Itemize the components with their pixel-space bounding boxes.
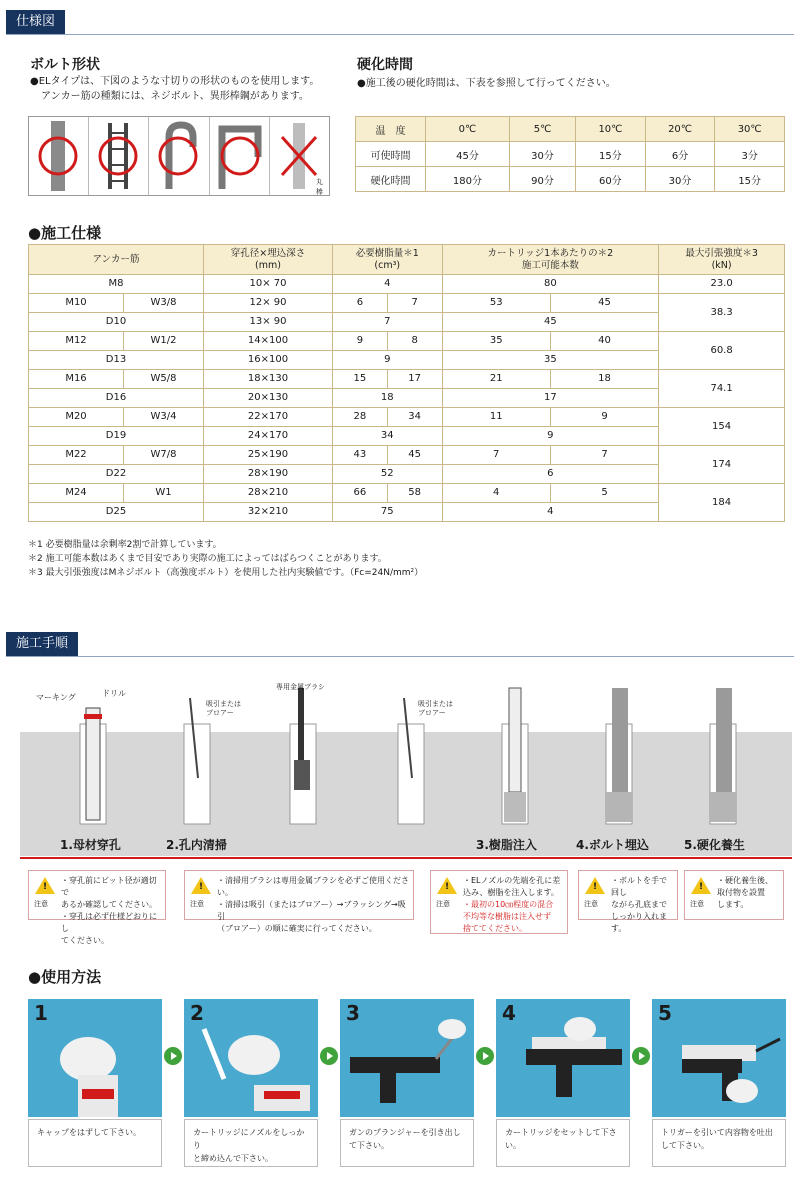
blower-label: [206, 700, 241, 718]
step-2-title: 2.孔内清掃: [166, 838, 227, 852]
strength-cell: 74.1: [659, 370, 785, 408]
section-tag-procedure: 施工手順: [6, 632, 78, 656]
drill-cell: 16×100: [204, 351, 333, 370]
cartridge-cell: 45: [442, 313, 659, 332]
step-4-title: 4.ボルト埋込: [576, 838, 649, 852]
anchor-cell: D10: [29, 313, 204, 332]
usage-title: ●使用方法: [28, 968, 102, 986]
header-cell: 温 度: [356, 117, 426, 142]
drill-cell: 22×170: [204, 408, 333, 427]
resin-cell: 4: [333, 275, 443, 294]
anchor-cell: D22: [29, 465, 204, 484]
caution-label: 注意: [584, 900, 598, 908]
resin-cell: 6: [333, 294, 388, 313]
header-cell: 30℃: [715, 117, 785, 142]
section-divider: [6, 656, 794, 657]
resin-cell: 34: [387, 408, 442, 427]
resin-cell: 9: [333, 332, 388, 351]
step-number: 3: [346, 1001, 360, 1025]
next-arrow-icon: [632, 1047, 650, 1065]
next-arrow-icon: [164, 1047, 182, 1065]
anchor-cell: W7/8: [124, 446, 204, 465]
anchor-cell: W3/8: [124, 294, 204, 313]
table-row: [29, 332, 785, 351]
cartridge-cell: 7: [442, 446, 550, 465]
anchor-cell: M22: [29, 446, 124, 465]
drill-cell: 32×210: [204, 503, 333, 522]
header-unit: (mm): [255, 259, 281, 271]
caution-text: [717, 875, 779, 911]
drill-cell: 25×190: [204, 446, 333, 465]
brush-label: 専用金属ブラシ: [276, 683, 325, 691]
anchor-cell: W3/4: [124, 408, 204, 427]
drill-cell: 28×190: [204, 465, 333, 484]
strength-cell: 23.0: [659, 275, 785, 294]
resin-cell: 52: [333, 465, 443, 484]
caption-line: キャップをはずして下さい。: [37, 1128, 141, 1137]
caption-line: して下さい。: [661, 1141, 709, 1150]
table-row: [29, 294, 785, 313]
usage-caption-2: [184, 1119, 318, 1167]
caution-box-2: [184, 870, 414, 933]
bolt-note-1: ●ELタイプは、下図のような寸切りの形状のものを使用します。: [30, 76, 320, 87]
header-line: 穿孔径×埋込深さ: [230, 247, 306, 259]
caption-line: ガンのプランジャーを引き出し: [349, 1128, 461, 1137]
header-cell: 10℃: [576, 117, 646, 142]
table-row: [29, 408, 785, 427]
cartridge-cell: 9: [550, 408, 658, 427]
anchor-cell: D19: [29, 427, 204, 446]
footnote: ＊1 必要樹脂量は余剰率2割で計算しています。: [28, 540, 222, 550]
shape-hook-bar: [149, 117, 209, 195]
caution-line: （ブロアー）の順に確実に行ってください。: [217, 924, 377, 933]
resin-cell: 34: [333, 427, 443, 446]
usage-caption-3: [340, 1119, 474, 1167]
anchor-cell: W1/2: [124, 332, 204, 351]
usage-caption-5: [652, 1119, 786, 1167]
caution-line: てください。: [61, 936, 109, 945]
resin-cell: 18: [333, 389, 443, 408]
table-cell: 45分: [426, 142, 510, 167]
step-1-title: 1.母材穿孔: [60, 838, 121, 852]
resin-cell: 58: [387, 484, 442, 503]
marking-label: マーキング: [36, 693, 76, 702]
caption-line: て下さい。: [349, 1141, 389, 1150]
cartridge-cell: 6: [442, 465, 659, 484]
blower-label-line: 吸引または: [206, 700, 241, 708]
round-bar-label: 丸棒: [315, 178, 323, 196]
resin-cell: 75: [333, 503, 443, 522]
procedure-diagram: [20, 683, 792, 856]
resin-cell: 15: [333, 370, 388, 389]
next-arrow-icon: [476, 1047, 494, 1065]
footnote: ＊3 最大引張強度はMネジボルト（高強度ボルト）を使用した社内実験値です。（Fc=24N/mm²）: [28, 568, 424, 578]
shape-threaded-bolt: [29, 117, 89, 195]
anchor-cell: M10: [29, 294, 124, 313]
cartridge-cell: 35: [442, 332, 550, 351]
hardening-header-row: [356, 117, 785, 142]
anchor-cell: M12: [29, 332, 124, 351]
table-row: [29, 446, 785, 465]
usage-photo-1: [28, 999, 162, 1117]
header-cell: 5℃: [509, 117, 575, 142]
blower-label-line: 吸引または: [418, 700, 453, 708]
drill-cell: 14×100: [204, 332, 333, 351]
exclamation-icon: !: [445, 882, 450, 892]
cartridge-cell: 53: [442, 294, 550, 313]
footnote: ＊2 施工可能本数はあくまで目安であり実際の施工によってはばらつくことがあります。: [28, 554, 387, 564]
header-line: カートリッジ1本あたりの＊2: [487, 247, 614, 259]
table-cell: 90分: [509, 167, 575, 192]
drill-cell: 10× 70: [204, 275, 333, 294]
drill-cell: 18×130: [204, 370, 333, 389]
row-header: 可使時間: [356, 142, 426, 167]
step-number: 4: [502, 1001, 516, 1025]
caution-label: 注意: [690, 900, 704, 908]
usage-caption-1: [28, 1119, 162, 1167]
table-cell: 6分: [645, 142, 715, 167]
strength-cell: 184: [659, 484, 785, 522]
anchor-cell: D25: [29, 503, 204, 522]
bolt-note-2: アンカー筋の種類には、ネジボルト、異形棒鋼があります。: [41, 91, 309, 102]
anchor-cell: M24: [29, 484, 124, 503]
cartridge-cell: 45: [550, 294, 658, 313]
drill-cell: 13× 90: [204, 313, 333, 332]
caution-text: [611, 875, 673, 935]
exclamation-icon: !: [699, 882, 704, 892]
hardening-title: 硬化時間: [357, 57, 413, 73]
drill-cell: 28×210: [204, 484, 333, 503]
cartridge-cell: 18: [550, 370, 658, 389]
spec-header-row: [29, 245, 785, 275]
spec-table: [28, 244, 785, 522]
header-unit: (cm³): [374, 259, 401, 271]
resin-cell: 9: [333, 351, 443, 370]
anchor-cell: M8: [29, 275, 204, 294]
bolt-shape-title: ボルト形状: [30, 57, 100, 73]
table-row: [356, 142, 785, 167]
table-cell: 15分: [576, 142, 646, 167]
spec-footnotes: [28, 538, 423, 580]
caution-line: 不均等な樹脂は注入せず: [463, 912, 551, 921]
anchor-cell: D16: [29, 389, 204, 408]
caption-line: カートリッジにノズルをしっかり: [193, 1128, 305, 1150]
caution-line: ・清掃は吸引（またはブロアー）→ブラッシング→吸引: [217, 900, 406, 921]
blower-label-line: ブロアー: [206, 709, 234, 717]
anchor-cell: M16: [29, 370, 124, 389]
header-cell: 20℃: [645, 117, 715, 142]
drill-label: ドリル: [102, 689, 126, 698]
caution-box-1: [28, 870, 166, 945]
step-5-title: 5.硬化養生: [684, 838, 745, 852]
resin-cell: 43: [333, 446, 388, 465]
shape-bent-bar: [210, 117, 270, 195]
table-cell: 3分: [715, 142, 785, 167]
resin-cell: 8: [387, 332, 442, 351]
table-cell: 15分: [715, 167, 785, 192]
header-line: 必要樹脂量＊1: [355, 247, 419, 259]
table-cell: 30分: [645, 167, 715, 192]
table-row: [29, 484, 785, 503]
resin-cell: 7: [333, 313, 443, 332]
caution-line: ・ELノズルの先端を孔に差: [463, 876, 561, 885]
section-divider: [6, 34, 794, 35]
caution-text: [463, 875, 563, 935]
caption-line: カートリッジをセットして下さい。: [505, 1128, 617, 1150]
usage-photo-3: [340, 999, 474, 1117]
cartridge-cell: 40: [550, 332, 658, 351]
table-cell: 30分: [509, 142, 575, 167]
caution-label: 注意: [190, 900, 204, 908]
cartridge-cell: 9: [442, 427, 659, 446]
caution-line: ・清掃用ブラシは専用金属ブラシを必ずご使用ください。: [217, 876, 409, 897]
caution-label: 注意: [34, 900, 48, 908]
caution-line: しっかり入れます。: [611, 912, 667, 933]
caution-text: [61, 875, 161, 947]
header-unit: (kN): [711, 259, 732, 271]
caution-line: 取付物を設置: [717, 888, 765, 897]
caution-box-4: [578, 870, 678, 933]
cartridge-cell: 80: [442, 275, 659, 294]
caution-label: 注意: [436, 900, 450, 908]
cartridge-cell: 5: [550, 484, 658, 503]
caution-line: 込み、樹脂を注入します。: [463, 888, 559, 897]
table-row: [29, 275, 785, 294]
resin-cell: 28: [333, 408, 388, 427]
drill-cell: 20×130: [204, 389, 333, 408]
usage-photo-5: [652, 999, 786, 1117]
cartridge-cell: 11: [442, 408, 550, 427]
cartridge-cell: 17: [442, 389, 659, 408]
step-number: 5: [658, 1001, 672, 1025]
usage-photo-2: [184, 999, 318, 1117]
caution-line: あるか確認してください。: [61, 900, 157, 909]
anchor-cell: W1: [124, 484, 204, 503]
header-cell: アンカー筋: [29, 245, 204, 275]
caution-line: 捨ててください。: [463, 924, 527, 933]
caution-box-3: [430, 870, 568, 934]
anchor-cell: M20: [29, 408, 124, 427]
blower-label: [418, 700, 453, 718]
table-row: [29, 370, 785, 389]
anchor-cell: D13: [29, 351, 204, 370]
caption-line: トリガーを引いて内容物を吐出: [661, 1128, 773, 1137]
header-line: 最大引張強度＊3: [685, 247, 758, 259]
table-cell: 180分: [426, 167, 510, 192]
caution-line: ・穿孔前にビット径が適切で: [61, 876, 157, 897]
resin-cell: 66: [333, 484, 388, 503]
caution-line: ・ボルトを手で回し: [611, 876, 667, 897]
procedure-illustration: [20, 688, 792, 856]
cartridge-cell: 7: [550, 446, 658, 465]
cartridge-cell: 21: [442, 370, 550, 389]
strength-cell: 60.8: [659, 332, 785, 370]
hardening-note: ●施工後の硬化時間は、下表を参照して行ってください。: [357, 78, 616, 89]
spec-title: ●施工仕様: [28, 224, 102, 242]
resin-cell: 17: [387, 370, 442, 389]
header-cell: [204, 245, 333, 275]
shape-ladder-bar: [89, 117, 149, 195]
cartridge-cell: 4: [442, 484, 550, 503]
strength-cell: 154: [659, 408, 785, 446]
next-arrow-icon: [320, 1047, 338, 1065]
blower-label-line: ブロアー: [418, 709, 446, 717]
hardening-table: [355, 116, 785, 192]
cartridge-cell: 35: [442, 351, 659, 370]
header-cell: 0℃: [426, 117, 510, 142]
caution-line: します。: [717, 900, 749, 909]
header-cell: [333, 245, 443, 275]
caution-text: [217, 875, 409, 935]
step-3-title: 3.樹脂注入: [476, 838, 537, 852]
row-header: 硬化時間: [356, 167, 426, 192]
procedure-red-line: [20, 857, 792, 859]
strength-cell: 38.3: [659, 294, 785, 332]
caution-line: ・穿孔は必ず仕様どおりにし: [61, 912, 157, 933]
shape-round-bar-ng: [270, 117, 329, 195]
step-number: 2: [190, 1001, 204, 1025]
header-line: 施工可能本数: [521, 259, 579, 271]
caution-line: ながら孔底まで: [611, 900, 667, 909]
bolt-shapes-figure: [28, 116, 330, 196]
caution-line: ・最初の10㎝程度の混合: [463, 900, 554, 909]
exclamation-icon: !: [199, 882, 204, 892]
exclamation-icon: !: [593, 882, 598, 892]
anchor-cell: W5/8: [124, 370, 204, 389]
strength-cell: 174: [659, 446, 785, 484]
table-cell: 60分: [576, 167, 646, 192]
section-tag-spec: 仕様図: [6, 10, 65, 34]
cartridge-cell: 4: [442, 503, 659, 522]
header-cell: [442, 245, 659, 275]
resin-cell: 7: [387, 294, 442, 313]
exclamation-icon: !: [43, 882, 48, 892]
table-row: [356, 167, 785, 192]
usage-photo-4: [496, 999, 630, 1117]
resin-cell: 45: [387, 446, 442, 465]
drill-cell: 12× 90: [204, 294, 333, 313]
drill-cell: 24×170: [204, 427, 333, 446]
caution-line: ・硬化養生後、: [717, 876, 773, 885]
caution-box-5: [684, 870, 784, 920]
step-number: 1: [34, 1001, 48, 1025]
header-cell: [659, 245, 785, 275]
caption-line: と締め込んで下さい。: [193, 1154, 273, 1163]
usage-caption-4: [496, 1119, 630, 1167]
